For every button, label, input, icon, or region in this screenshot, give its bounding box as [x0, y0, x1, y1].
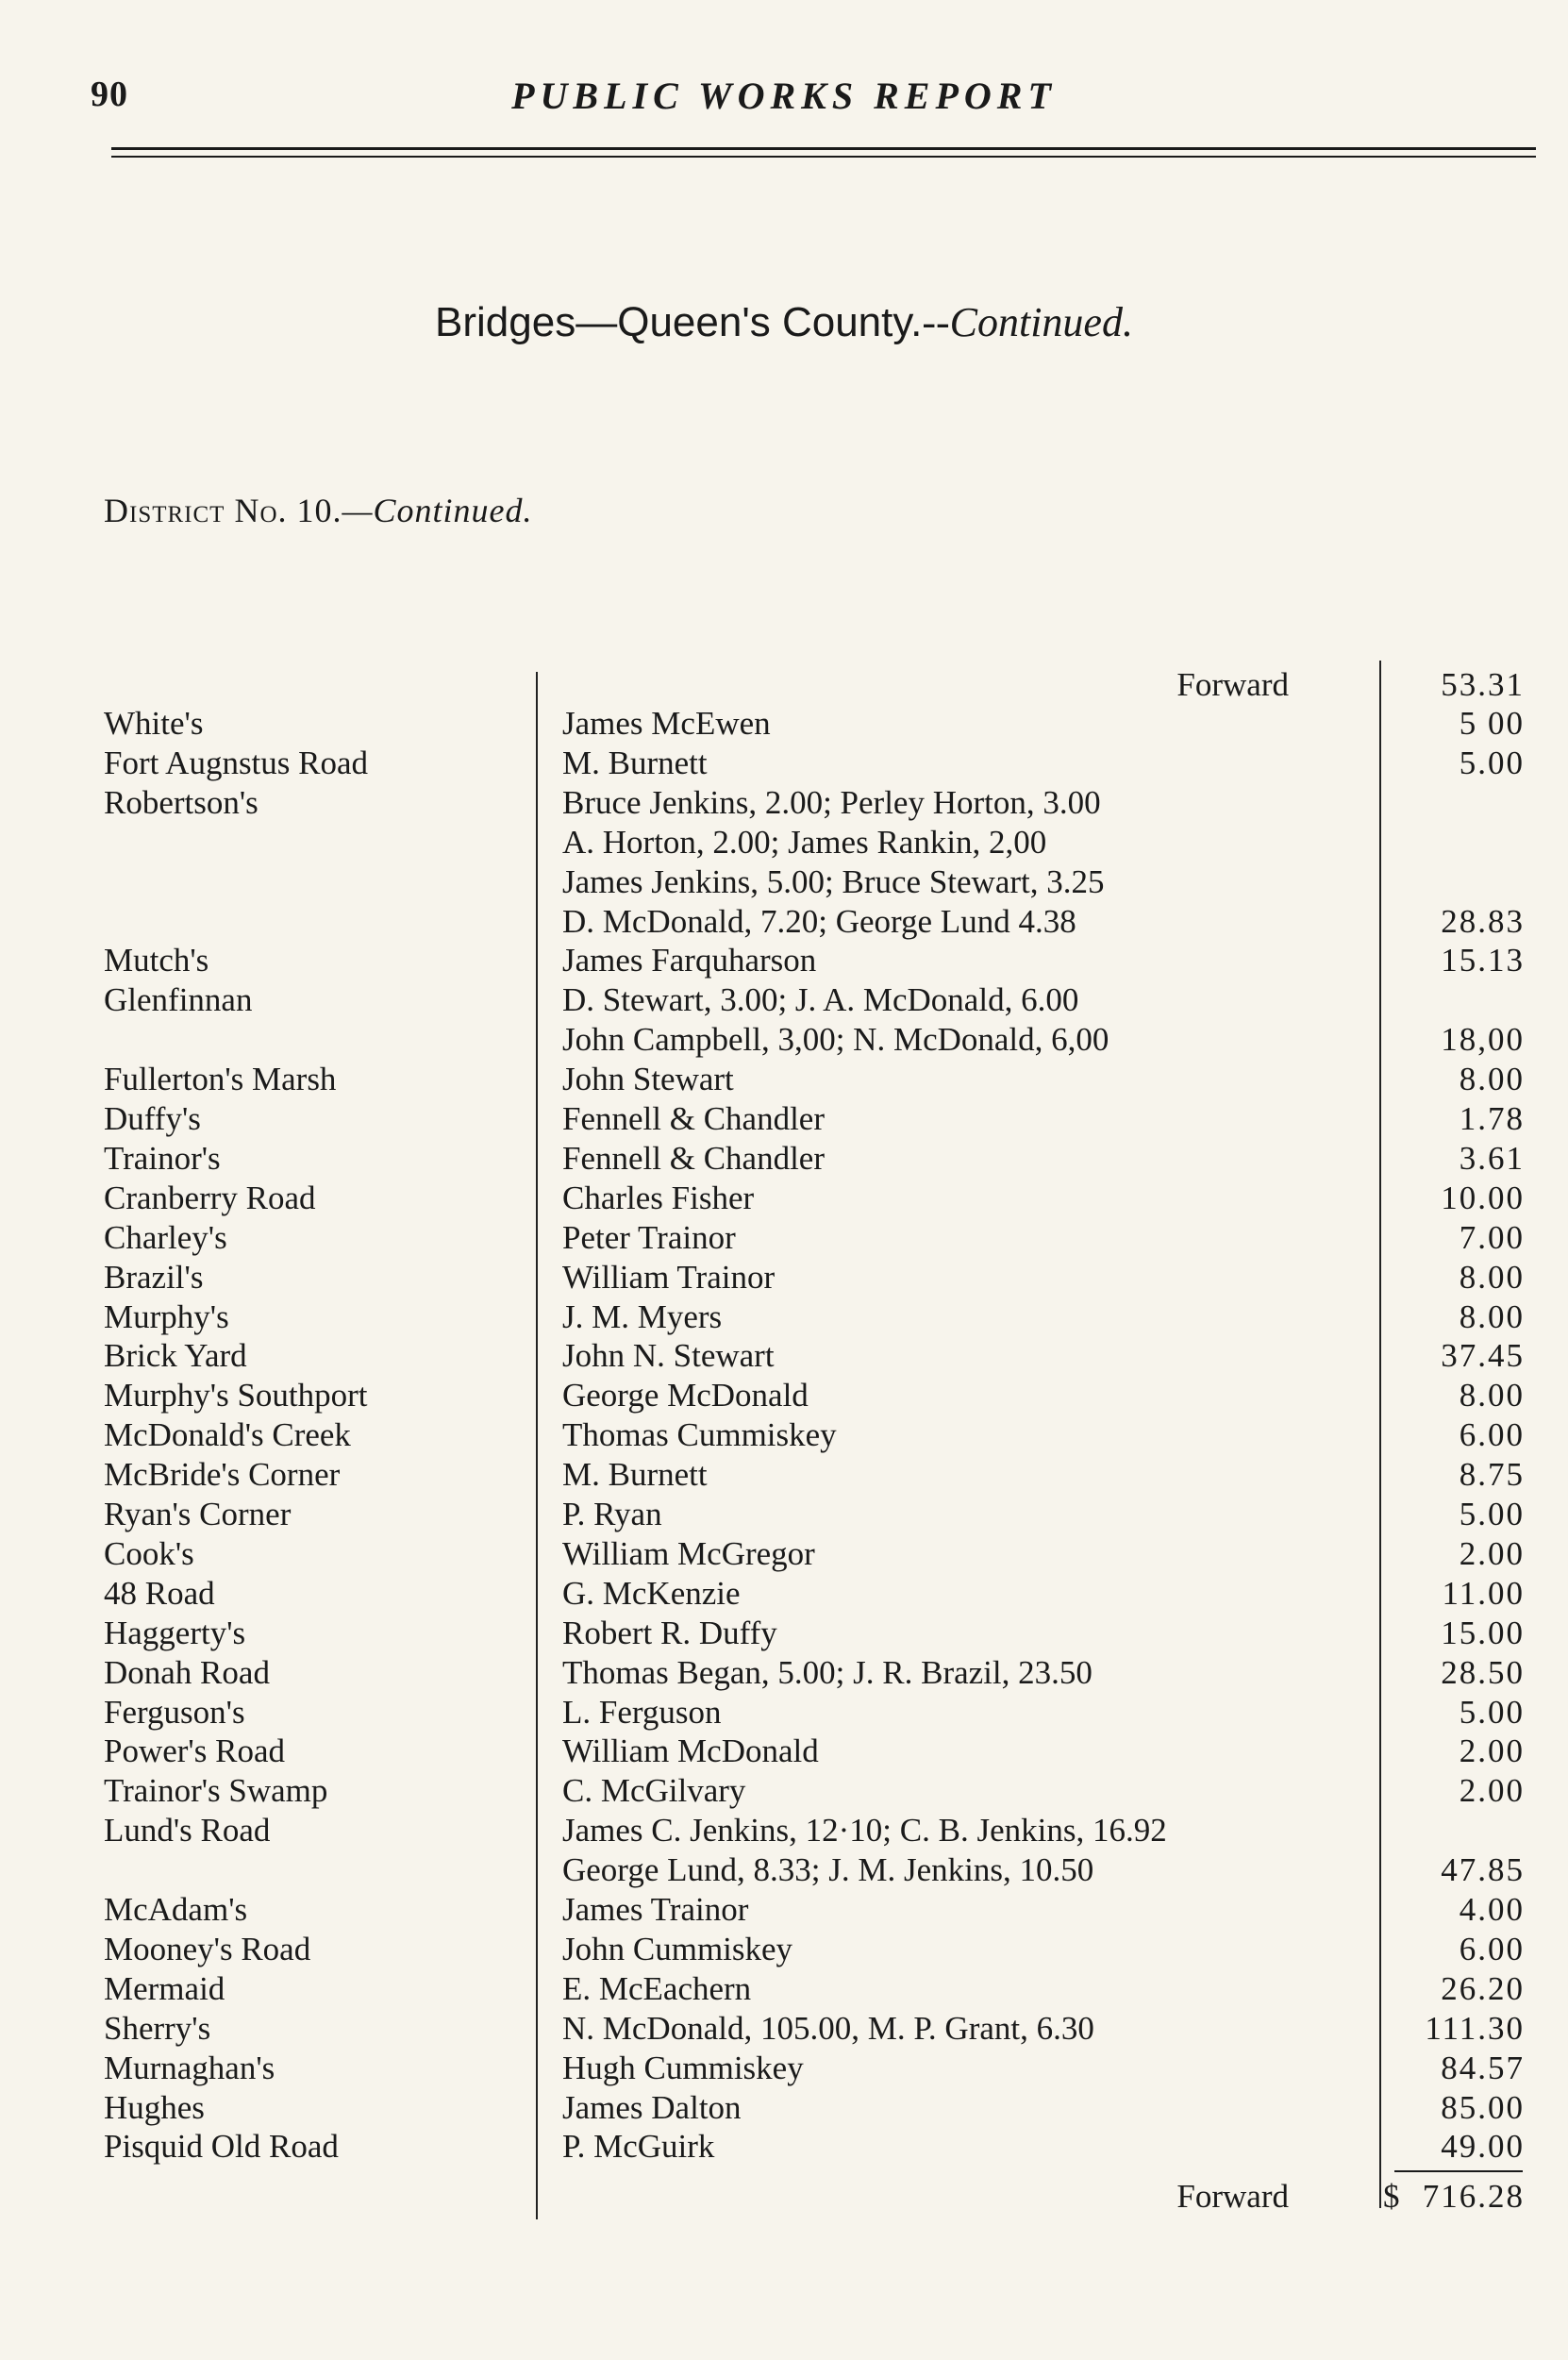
amount-cell: 47.85 [1441, 1851, 1525, 1889]
place-cell: Fort Augnstus Road [104, 744, 369, 781]
table-row [0, 2088, 1568, 2128]
amount-cell: 5.00 [1459, 1496, 1525, 1532]
table-row [0, 1297, 1568, 1337]
payee-cell: James Jenkins, 5.00; Bruce Stewart, 3.25 [562, 862, 1105, 900]
table-row [0, 704, 1568, 744]
place-cell: Robertson's [104, 783, 259, 821]
payee-cell: John N. Stewart [562, 1337, 775, 1375]
amount-cell: 2.00 [1459, 1534, 1525, 1572]
table-row [0, 1969, 1568, 2009]
table-row [0, 1653, 1568, 1693]
amount-cell: 28.50 [1441, 1653, 1525, 1691]
payee-cell: John Cummiskey [562, 1930, 793, 1967]
payee-cell: James Dalton [562, 2088, 742, 2126]
table-row [0, 1258, 1568, 1297]
table-row [0, 1811, 1568, 1850]
amount-cell: 2.00 [1459, 1772, 1525, 1810]
table-row [0, 1455, 1568, 1495]
amount-cell: 5.00 [1459, 1693, 1525, 1731]
amount-cell: 1.78 [1459, 1100, 1525, 1137]
table-row [0, 2009, 1568, 2049]
payee-cell: A. Horton, 2.00; James Rankin, 2,00 [562, 823, 1047, 861]
place-cell: Mooney's Road [104, 1930, 311, 1967]
amount-cell: 8.75 [1459, 1456, 1525, 1494]
amount-cell: 26.20 [1441, 1969, 1525, 2007]
place-cell: Donah Road [104, 1653, 270, 1691]
payee-cell: P. McGuirk [562, 2128, 715, 2166]
page-number: 90 [91, 75, 128, 114]
table-row [0, 1060, 1568, 1099]
place-cell: Brazil's [104, 1258, 204, 1296]
table-row [0, 1850, 1568, 1890]
table-row [0, 1693, 1568, 1732]
table-row [0, 2127, 1568, 2167]
payee-cell: M. Burnett [562, 744, 708, 781]
forward-amount: 53.31 [1441, 666, 1525, 703]
table-row [0, 1890, 1568, 1930]
amount-cell: 8.00 [1459, 1258, 1525, 1296]
payee-cell: John Stewart [562, 1061, 734, 1098]
district-continued: —Continued. [342, 492, 533, 529]
payee-cell: William McDonald [562, 1732, 819, 1770]
amount-cell: 37.45 [1441, 1337, 1525, 1375]
payee-cell: John Campbell, 3,00; N. McDonald, 6,00 [562, 1021, 1109, 1059]
place-cell: Hughes [104, 2088, 205, 2126]
table-row [0, 1099, 1568, 1139]
table-row [0, 980, 1568, 1020]
place-cell: Cranberry Road [104, 1179, 316, 1216]
place-cell: Lund's Road [104, 1812, 271, 1850]
amount-cell: 15.13 [1441, 942, 1525, 979]
table-row [0, 1614, 1568, 1653]
payee-cell: D. Stewart, 3.00; J. A. McDonald, 6.00 [562, 981, 1079, 1019]
header-rule [111, 147, 1536, 150]
place-cell: Ryan's Corner [104, 1496, 292, 1532]
table-row [0, 941, 1568, 980]
payee-cell: C. McGilvary [562, 1772, 746, 1810]
section-title-main: Bridges—Queen's County. [435, 299, 923, 345]
payee-cell: Bruce Jenkins, 2.00; Perley Horton, 3.00 [562, 783, 1101, 821]
payee-cell: William McGregor [562, 1534, 815, 1572]
amount-cell: 10.00 [1441, 1179, 1525, 1216]
amount-cell: 8.00 [1459, 1061, 1525, 1098]
amount-cell: 84.57 [1441, 2049, 1525, 2086]
table-row [0, 1020, 1568, 1060]
forward-label: Forward [1176, 666, 1289, 703]
place-cell: Mutch's [104, 942, 209, 979]
payee-cell: George Lund, 8.33; J. M. Jenkins, 10.50 [562, 1851, 1094, 1889]
section-title [0, 298, 1568, 346]
place-cell: 48 Road [104, 1574, 215, 1612]
payee-cell: Peter Trainor [562, 1218, 736, 1256]
table-row [0, 1336, 1568, 1376]
amount-cell: 49.00 [1441, 2128, 1525, 2166]
amount-cell: 5 00 [1459, 705, 1525, 742]
forward-row-bottom [0, 2176, 1568, 2218]
place-cell: Power's Road [104, 1732, 285, 1770]
payee-cell: D. McDonald, 7.20; George Lund 4.38 [562, 902, 1076, 940]
table-row [0, 1139, 1568, 1179]
table-row [0, 862, 1568, 902]
payee-cell: L. Ferguson [562, 1693, 722, 1731]
payee-cell: Robert R. Duffy [562, 1614, 777, 1651]
amount-cell: 18,00 [1441, 1021, 1525, 1059]
place-cell: Trainor's Swamp [104, 1772, 328, 1810]
payee-cell: J. M. Myers [562, 1297, 723, 1335]
forward-row-top [0, 665, 1568, 705]
total-rule [1394, 2170, 1523, 2172]
amount-cell: 7.00 [1459, 1218, 1525, 1256]
payee-cell: James Trainor [562, 1891, 749, 1928]
payee-cell: William Trainor [562, 1258, 776, 1296]
place-cell: Mermaid [104, 1969, 225, 2007]
amount-cell: 11.00 [1442, 1574, 1525, 1612]
place-cell: McDonald's Creek [104, 1416, 351, 1454]
place-cell: Murphy's [104, 1297, 229, 1335]
currency-symbol: $ [1383, 2178, 1400, 2215]
place-cell: Murphy's Southport [104, 1377, 368, 1414]
amount-cell: 5.00 [1459, 744, 1525, 781]
payee-cell: Fennell & Chandler [562, 1100, 826, 1137]
payee-cell: N. McDonald, 105.00, M. P. Grant, 6.30 [562, 2009, 1094, 2047]
table-row [0, 1218, 1568, 1258]
amount-cell: 111.30 [1425, 2009, 1525, 2047]
payee-cell: James McEwen [562, 705, 771, 742]
district-label: District No. 10. [104, 492, 342, 529]
amount-cell: 4.00 [1459, 1891, 1525, 1928]
payee-cell: P. Ryan [562, 1496, 662, 1532]
forward-label-bottom: Forward [1176, 2178, 1289, 2215]
table-row [0, 1930, 1568, 1969]
table-row [0, 1376, 1568, 1415]
amount-cell: 6.00 [1459, 1930, 1525, 1967]
place-cell: Trainor's [104, 1139, 221, 1177]
place-cell: Ferguson's [104, 1693, 245, 1731]
amount-cell: 8.00 [1459, 1377, 1525, 1414]
table-row [0, 1732, 1568, 1771]
payee-cell: James Farquharson [562, 942, 817, 979]
place-cell: White's [104, 705, 204, 742]
place-cell: Charley's [104, 1218, 227, 1256]
place-cell: Fullerton's Marsh [104, 1061, 337, 1098]
table-row [0, 823, 1568, 862]
header-rule-thin [111, 156, 1536, 158]
place-cell: Pisquid Old Road [104, 2128, 339, 2166]
amount-cell: 3.61 [1459, 1139, 1525, 1177]
table-row [0, 783, 1568, 823]
table-row [0, 744, 1568, 783]
place-cell: McBride's Corner [104, 1456, 341, 1494]
payee-cell: E. McEachern [562, 1969, 752, 2007]
payee-cell: Hugh Cummiskey [562, 2049, 804, 2086]
table-row [0, 902, 1568, 942]
amount-cell: 2.00 [1459, 1732, 1525, 1770]
amount-cell: 8.00 [1459, 1297, 1525, 1335]
payee-cell: Thomas Cummiskey [562, 1416, 837, 1454]
table-row [0, 1574, 1568, 1614]
payee-cell: James C. Jenkins, 12·10; C. B. Jenkins, 16.92 [562, 1812, 1167, 1850]
amount-cell: 28.83 [1441, 902, 1525, 940]
forward-total-amount: 716.28 [1422, 2178, 1525, 2215]
table-row [0, 2049, 1568, 2088]
payee-cell: Fennell & Chandler [562, 1139, 826, 1177]
amount-cell: 6.00 [1459, 1416, 1525, 1454]
payee-cell: George McDonald [562, 1377, 809, 1414]
amount-cell: 15.00 [1441, 1614, 1525, 1651]
place-cell: Glenfinnan [104, 981, 253, 1019]
place-cell: Sherry's [104, 2009, 211, 2047]
table-row [0, 1179, 1568, 1218]
place-cell: Brick Yard [104, 1337, 247, 1375]
place-cell: Haggerty's [104, 1614, 246, 1651]
table-row [0, 1771, 1568, 1811]
table-row [0, 1415, 1568, 1455]
table-row [0, 1534, 1568, 1574]
running-title: PUBLIC WORKS REPORT [511, 75, 1057, 117]
place-cell: McAdam's [104, 1891, 248, 1928]
payee-cell: Charles Fisher [562, 1179, 755, 1216]
amount-cell: 85.00 [1441, 2088, 1525, 2126]
place-cell: Murnaghan's [104, 2049, 275, 2086]
district-heading [104, 491, 533, 530]
section-title-continued: --Continued. [922, 299, 1133, 345]
payee-cell: G. McKenzie [562, 1574, 741, 1612]
table-row [0, 1495, 1568, 1534]
place-cell: Cook's [104, 1534, 194, 1572]
place-cell: Duffy's [104, 1100, 201, 1137]
payee-cell: Thomas Began, 5.00; J. R. Brazil, 23.50 [562, 1653, 1093, 1691]
payee-cell: M. Burnett [562, 1456, 708, 1494]
